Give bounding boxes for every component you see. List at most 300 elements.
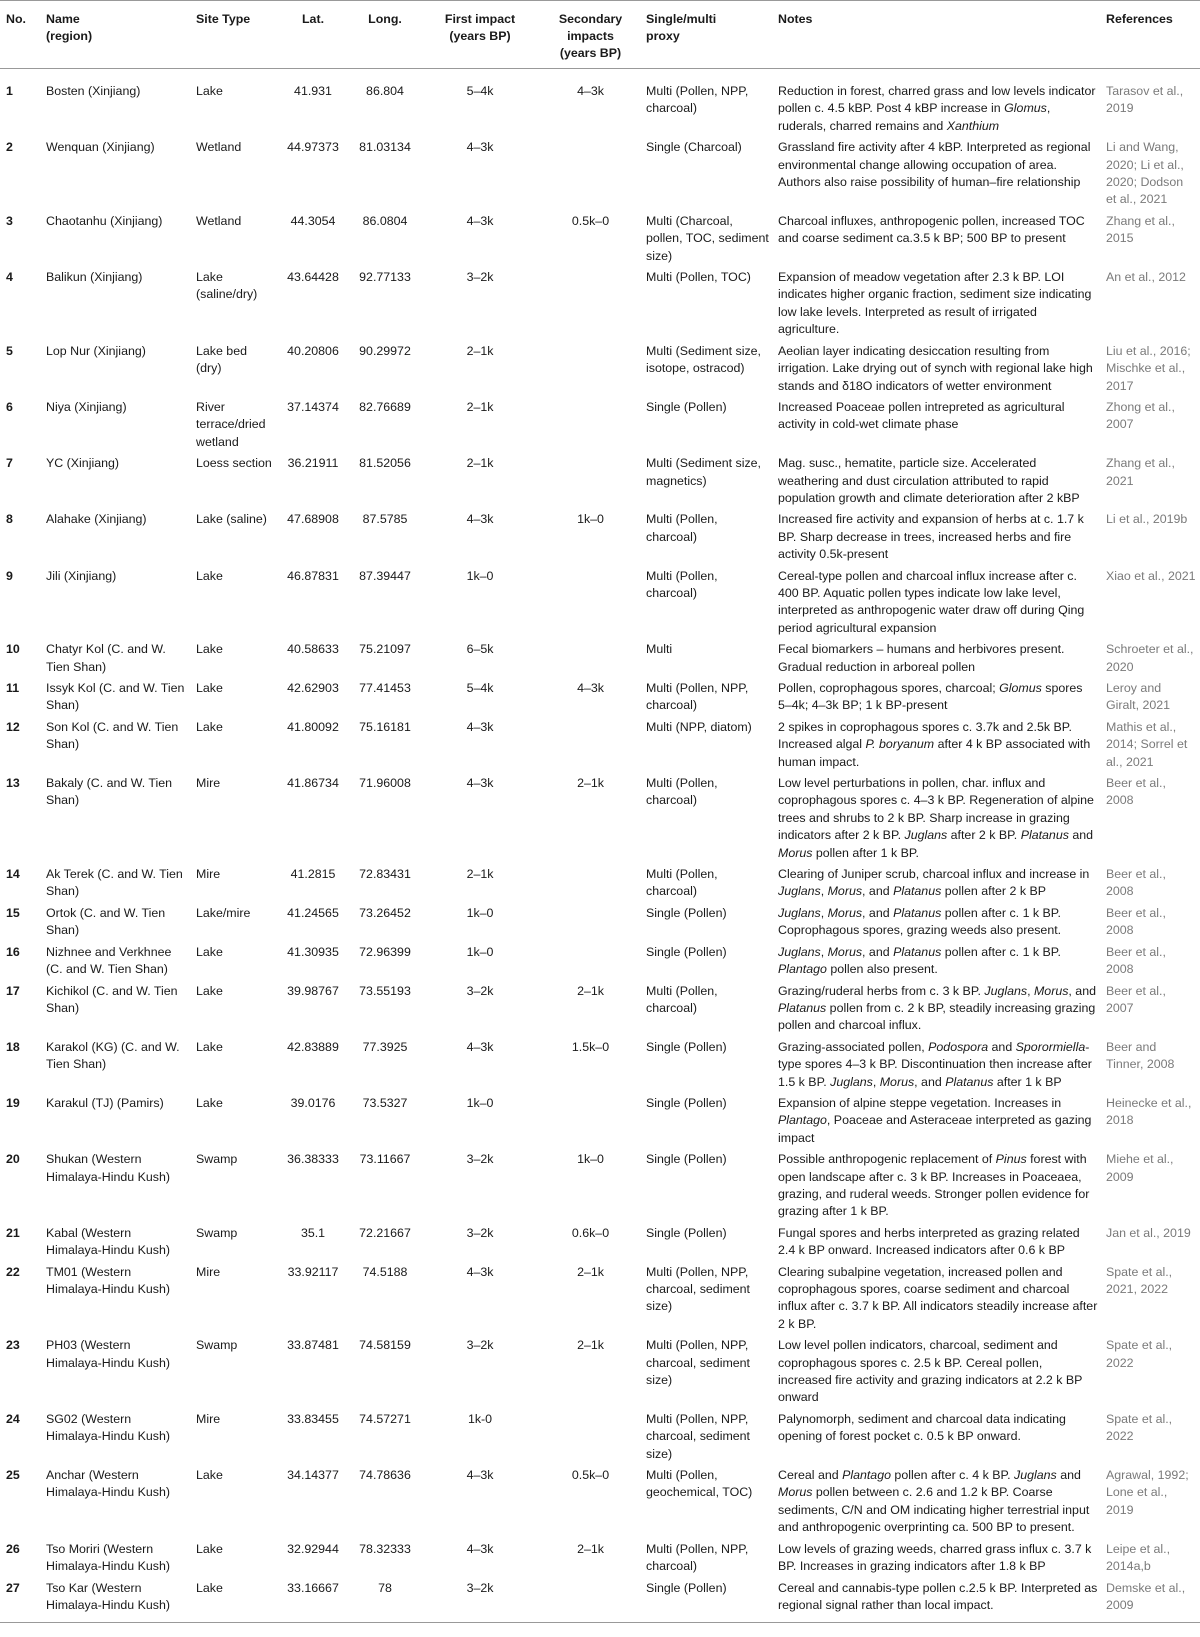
cell-notes: Increased Poaceae pollen intrepreted as agricultural activity in cold-wet climate phase [778,399,1065,432]
cell-long: 81.03134 [359,140,411,155]
cell-reference: Li et al., 2019b [1106,512,1188,527]
cell-reference: Spate et al., 2021, 2022 [1106,1264,1173,1296]
cell-no: 25 [6,1468,20,1483]
header-name: Name (region) [42,1,192,69]
cell-reference: Spate et al., 2022 [1106,1411,1173,1444]
cell-lat: 41.24565 [287,905,339,920]
cell-lat: 44.3054 [290,213,336,228]
cell-proxy: Multi (Charcoal, pollen, TOC, sediment size) [646,213,769,263]
table-row [0,211,1200,267]
cell-notes: Grazing-associated pollen, Podospora and Sporormiella-type spores 4–3 k BP. Discontinuation then increase after 1.5 k BP. Juglans, Morus, and Platanus after 1 k BP [778,1039,1092,1089]
cell-long: 77.41453 [359,681,411,695]
cell-notes: Cereal-type pollen and charcoal influx increase after c. 400 BP. Aquatic pollen types indicate low lake level, interpreted as anthropogenic water draw off during Qing period agricultural expansion [778,568,1085,635]
cell-notes: Grassland fire activity after 4 kBP. Interpreted as regional environmental change allowing occupation of area. Authors also raise possibility of human–fire relationship [778,140,1091,190]
cell-site-type: Lake [196,681,223,695]
cell-secondary-impacts [539,453,642,509]
table-row [0,267,1200,341]
cell-secondary-impacts: 2–1k [577,983,604,998]
header-notes: Notes [774,1,1102,69]
cell-name: Tso Moriri (Western Himalaya-Hindu Kush) [46,1541,170,1574]
cell-no: 14 [6,867,20,882]
cell-name: Nizhnee and Verkhnee (C. and W. Tien Shan) [46,944,172,977]
cell-first-impact: 1k-0 [467,1411,493,1426]
cell-proxy: Multi (Sediment size, magnetics) [646,456,761,488]
header-lat: Lat. [277,1,349,69]
cell-secondary-impacts [539,942,642,981]
cell-no: 13 [6,776,20,791]
cell-lat: 41.80092 [287,719,339,734]
table-row [0,397,1200,453]
cell-lat: 33.83455 [287,1411,339,1426]
cell-lat: 33.16667 [277,1578,349,1623]
cell-notes: Fecal biomarkers – humans and herbivores present. Gradual reduction in arboreal pollen [778,642,1065,674]
cell-name: Shukan (Western Himalaya-Hindu Kush) [46,1152,170,1184]
cell-site-type: Swamp [196,1152,238,1167]
cell-no: 5 [6,343,13,358]
table-row [0,639,1200,678]
cell-name: Son Kol (C. and W. Tien Shan) [46,719,179,752]
header-site-type: Site Type [192,1,277,69]
cell-no: 4 [6,270,13,285]
cell-no: 17 [6,983,20,998]
table-row [0,1093,1200,1149]
cell-secondary-impacts [539,639,642,678]
cell-first-impact: 4–3k [466,1468,494,1483]
cell-first-impact: 4–3k [466,1264,494,1279]
cell-secondary-impacts: 4–3k [577,84,604,98]
cell-notes: Low levels of grazing weeds, charred grass influx c. 3.7 k BP. Increases in grazing indicators after 1.8 k BP [778,1541,1092,1574]
header-proxy: Single/multi proxy [642,1,774,69]
cell-reference: Schroeter et al., 2020 [1106,642,1194,674]
table-row [0,1262,1200,1336]
cell-reference: An et al., 2012 [1106,270,1186,285]
cell-proxy: Multi (Pollen, NPP, charcoal) [646,1541,749,1574]
cell-long: 75.16181 [359,719,411,734]
cell-no: 2 [6,140,13,155]
cell-reference: Tarasov et al., 2019 [1106,84,1184,116]
table-row [0,773,1200,864]
cell-secondary-impacts: 1k–0 [577,1152,604,1167]
cell-secondary-impacts: 0.6k–0 [571,1225,610,1240]
cell-first-impact: 3–2k [466,1338,494,1353]
cell-no: 21 [6,1225,20,1240]
cell-proxy: Multi (Pollen, NPP, charcoal, sediment size) [646,1264,750,1314]
cell-name: Tso Kar (Western Himalaya-Hindu Kush) [42,1578,192,1623]
cell-long: 72.96399 [359,944,411,959]
cell-no: 8 [6,512,13,527]
cell-secondary-impacts [539,717,642,773]
cell-reference: Zhong et al., 2007 [1106,399,1175,432]
cell-reference: Agrawal, 1992; Lone et al., 2019 [1106,1468,1189,1517]
table-row [0,453,1200,509]
cell-long: 73.5327 [362,1095,408,1110]
cell-no: 15 [6,905,20,920]
cell-proxy: Multi (Pollen, charcoal) [646,867,718,899]
cell-lat: 41.2815 [290,867,336,882]
cell-site-type: Lake/mire [196,905,251,920]
cell-lat: 32.92944 [287,1541,339,1556]
cell-first-impact: 4–3k [466,1039,494,1054]
cell-no: 6 [6,399,13,414]
cell-no: 7 [6,456,13,471]
cell-proxy: Multi (Pollen, NPP, charcoal, sediment size) [646,1338,750,1388]
cell-notes: Pollen, coprophagous spores, charcoal; Glomus spores 5–4k; 4–3k BP; 1 k BP-present [778,681,1083,713]
cell-proxy: Multi (Pollen, charcoal) [646,776,718,808]
table-row [0,1578,1200,1623]
cell-long: 74.58159 [359,1338,411,1353]
cell-notes: Clearing of Juniper scrub, charcoal influx and increase in Juglans, Morus, and Platanus pollen after 2 k BP [778,867,1090,899]
cell-secondary-impacts [539,864,642,903]
cell-secondary-impacts: 0.5k–0 [571,213,610,228]
cell-no: 12 [6,719,20,734]
cell-site-type: Mire [196,867,221,882]
cell-first-impact: 1k–0 [466,905,494,920]
cell-proxy: Multi (Pollen, charcoal) [646,568,718,600]
cell-site-type: Lake (saline) [196,512,267,527]
cell-site-type: Lake [196,1039,223,1054]
cell-proxy: Multi (Pollen, charcoal) [646,512,718,544]
cell-first-impact: 4–3k [466,1541,494,1556]
cell-long: 75.21097 [359,642,411,657]
cell-secondary-impacts [539,341,642,397]
cell-long: 81.52056 [359,456,411,471]
header-secondary-impacts: Secondary impacts (years BP) [539,1,642,69]
cell-proxy: Multi [646,642,673,657]
cell-no: 3 [6,213,13,228]
cell-notes: Low level pollen indicators, charcoal, sediment and coprophagous spores c. 2.5 k BP. Cereal pollen, increased fire activity and grazing indicators at 2.2 k BP onward [778,1338,1083,1405]
cell-site-type: Lake [196,944,223,959]
cell-long: 74.5188 [362,1264,408,1279]
cell-secondary-impacts: 2–1k [577,1338,604,1353]
cell-notes: Low level perturbations in pollen, char. influx and coprophagous spores c. 4–3 k BP. Regeneration of alpine trees and shrubs to 2 k BP. Sharp increase in grazing indicators after 2 k BP. Juglans after 2 k BP. Platanus and Morus pollen after 1 k BP. [778,776,1094,860]
cell-first-impact: 5–4k [466,84,494,98]
cell-notes: Increased fire activity and expansion of herbs at c. 1.7 k BP. Sharp decrease in trees, increased herbs and fire activity 0.5k-present [778,512,1084,562]
table-row [0,69,1200,138]
cell-name: Issyk Kol (C. and W. Tien Shan) [46,681,185,713]
table-row [0,864,1200,903]
cell-reference: Xiao et al., 2021 [1106,568,1196,583]
cell-lat: 34.14377 [287,1468,339,1483]
cell-site-type: Swamp [196,1338,238,1353]
cell-proxy: Multi (Sediment size, isotope, ostracod) [646,343,761,376]
cell-lat: 44.97373 [287,140,339,155]
header-no: No. [0,1,42,69]
cell-no: 26 [6,1541,20,1556]
cell-no: 1 [6,84,13,98]
table-row [0,717,1200,773]
cell-long: 74.78636 [359,1468,411,1483]
cell-name: YC (Xinjiang) [46,456,119,471]
cell-secondary-impacts [539,1578,642,1623]
cell-site-type: Swamp [196,1225,238,1240]
cell-no: 24 [6,1411,20,1426]
cell-site-type: Lake [196,1095,223,1110]
cell-reference: Li and Wang, 2020; Li et al., 2020; Dodson et al., 2021 [1106,140,1184,207]
cell-long: 73.55193 [359,983,411,998]
cell-first-impact: 3–2k [421,1578,539,1623]
cell-long: 74.57271 [359,1411,411,1426]
cell-first-impact: 2–1k [466,399,494,414]
cell-lat: 41.931 [294,84,332,98]
cell-name: SG02 (Western Himalaya-Hindu Kush) [46,1411,170,1444]
cell-first-impact: 2–1k [466,867,494,882]
cell-long: 86.0804 [362,213,408,228]
cell-lat: 33.87481 [287,1338,339,1353]
table-row [0,1223,1200,1262]
cell-name: Alahake (Xinjiang) [46,512,147,527]
cell-proxy: Single (Pollen) [646,944,727,959]
cell-proxy: Single (Pollen) [646,1225,727,1240]
cell-name: Bosten (Xinjiang) [46,84,141,98]
cell-reference: Liu et al., 2016; Mischke et al., 2017 [1106,343,1191,393]
cell-long: 87.39447 [359,568,411,583]
cell-lat: 41.30935 [287,944,339,959]
cell-site-type: Lake [196,983,223,998]
cell-site-type: Lake [196,84,223,98]
cell-reference: Zhang et al., 2021 [1106,456,1175,488]
cell-reference: Beer et al., 2008 [1106,776,1166,808]
cell-first-impact: 3–2k [466,270,494,285]
cell-notes: Cereal and cannabis-type pollen c.2.5 k BP. Interpreted as regional signal rather than local impact. [774,1578,1102,1623]
cell-first-impact: 3–2k [466,983,494,998]
table-row [0,341,1200,397]
cell-secondary-impacts [539,1409,642,1465]
cell-proxy: Single (Pollen) [646,1095,727,1110]
cell-name: Chatyr Kol (C. and W. Tien Shan) [46,642,166,674]
cell-site-type: Lake [192,1578,277,1623]
cell-name: PH03 (Western Himalaya-Hindu Kush) [46,1338,170,1370]
table-row [0,1409,1200,1465]
cell-name: Lop Nur (Xinjiang) [46,343,146,358]
cell-first-impact: 4–3k [466,512,494,527]
cell-reference: Beer et al., 2008 [1106,905,1166,938]
cell-name: Balikun (Xinjiang) [46,270,143,285]
cell-name: Anchar (Western Himalaya-Hindu Kush) [46,1468,170,1500]
cell-secondary-impacts: 0.5k–0 [571,1468,610,1483]
cell-reference: Demske et al., 2009 [1102,1578,1200,1623]
cell-notes: 2 spikes in coprophagous spores c. 3.7k and 2.5k BP. Increased algal P. boryanum after 4 k BP associated with human impact. [778,719,1091,769]
cell-proxy: Multi (Pollen, NPP, charcoal) [646,681,749,713]
cell-notes: Expansion of alpine steppe vegetation. Increases in Plantago, Poaceae and Asteraceae interpreted as gazing impact [778,1095,1092,1145]
cell-site-type: Lake [196,642,223,657]
cell-name: Kichikol (C. and W. Tien Shan) [46,983,178,1015]
table-row [0,942,1200,981]
cell-site-type: River terrace/dried wetland [196,399,266,449]
cell-first-impact: 4–3k [466,719,494,734]
cell-notes: Possible anthropogenic replacement of Pinus forest with open landscape after c. 3 k BP. Increases in Poaceaea, grazing, and ruderal weeds. Stronger pollen evidence for grazing after 1 k BP. [778,1152,1090,1219]
cell-lat: 39.0176 [290,1095,336,1110]
cell-first-impact: 3–2k [466,1152,494,1167]
cell-reference: Leroy and Giralt, 2021 [1106,681,1171,713]
cell-no: 16 [6,944,20,959]
cell-proxy: Multi (Pollen, charcoal) [646,983,718,1015]
cell-long: 72.83431 [359,867,411,882]
cell-lat: 40.58633 [287,642,339,657]
cell-notes: Charcoal influxes, anthropogenic pollen, increased TOC and coarse sediment ca.3.5 k BP; 500 BP to present [778,213,1085,246]
cell-secondary-impacts [539,1093,642,1149]
table-row [0,137,1200,211]
cell-first-impact: 4–3k [466,213,494,228]
cell-proxy: Single (Pollen) [642,1578,774,1623]
cell-secondary-impacts: 1k–0 [577,512,604,527]
cell-long: 87.5785 [362,512,408,527]
cell-proxy: Multi (Pollen, geochemical, TOC) [646,1468,753,1500]
cell-lat: 46.87831 [287,568,339,583]
header-long: Long. [349,1,421,69]
cell-proxy: Single (Pollen) [646,399,727,414]
table-row [0,509,1200,565]
table-row [0,1149,1200,1223]
cell-lat: 41.86734 [287,776,339,791]
cell-no: 20 [6,1152,20,1167]
cell-reference: Heinecke et al., 2018 [1106,1095,1192,1128]
cell-lat: 36.38333 [287,1152,339,1167]
cell-long: 71.96008 [359,776,411,791]
cell-long: 73.11667 [359,1152,411,1167]
cell-name: Ak Terek (C. and W. Tien Shan) [46,867,183,899]
cell-secondary-impacts [539,566,642,640]
cell-name: Karakul (TJ) (Pamirs) [46,1095,164,1110]
cell-site-type: Mire [196,776,221,791]
cell-no: 22 [6,1264,20,1279]
cell-notes: Grazing/ruderal herbs from c. 3 k BP. Juglans, Morus, and Platanus pollen from c. 2 k BP, steadily increasing grazing pollen and charcoal influx. [778,983,1096,1033]
cell-reference: Spate et al., 2022 [1106,1338,1173,1370]
cell-proxy: Single (Pollen) [646,1152,727,1167]
cell-first-impact: 3–2k [466,1225,494,1240]
cell-first-impact: 2–1k [466,456,494,471]
cell-secondary-impacts: 1.5k–0 [571,1039,610,1054]
cell-name: Jili (Xinjiang) [46,568,117,583]
cell-first-impact: 1k–0 [466,1095,494,1110]
cell-secondary-impacts: 2–1k [577,776,604,791]
header-references: References [1102,1,1200,69]
cell-notes: Juglans, Morus, and Platanus pollen after c. 1 k BP. Plantago pollen also present. [778,944,1061,977]
cell-first-impact: 4–3k [466,776,494,791]
cell-secondary-impacts: 4–3k [577,681,604,695]
table-row [0,903,1200,942]
cell-notes: Reduction in forest, charred grass and low levels indicator pollen c. 4.5 kBP. Post 4 kBP increase in Glomus, ruderals, charred remains and Xanthium [778,84,1096,133]
table-row [0,566,1200,640]
cell-notes: Cereal and Plantago pollen after c. 4 k BP. Juglans and Morus pollen between c. 2.6 and 1.2 k BP. Coarse sediments, C/N and OM indicating higher terrestrial input and anthropogenic overprinting ca. 500 BP to present. [778,1468,1090,1535]
cell-first-impact: 6–5k [466,642,494,657]
cell-site-type: Lake bed (dry) [196,343,247,376]
table-row [0,1037,1200,1093]
cell-long: 73.26452 [359,905,411,920]
cell-proxy: Single (Pollen) [646,905,727,920]
cell-first-impact: 4–3k [466,140,494,155]
cell-proxy: Single (Pollen) [646,1039,727,1054]
cell-long: 72.21667 [359,1225,411,1240]
cell-site-type: Wetland [196,140,242,155]
cell-reference: Beer et al., 2008 [1106,867,1166,899]
cell-no: 27 [0,1578,42,1623]
cell-site-type: Lake [196,719,223,734]
cell-reference: Beer and Tinner, 2008 [1106,1039,1175,1072]
cell-name: Kabal (Western Himalaya-Hindu Kush) [46,1225,170,1258]
table-row [0,981,1200,1037]
cell-site-type: Lake [196,1468,223,1483]
table-header [0,1,1200,69]
cell-long: 90.29972 [359,343,411,358]
cell-name: Wenquan (Xinjiang) [46,140,155,155]
cell-lat: 37.14374 [287,399,339,414]
cell-name: Karakol (KG) (C. and W. Tien Shan) [46,1039,180,1072]
cell-site-type: Loess section [196,456,272,471]
cell-long: 78 [349,1578,421,1623]
cell-name: Bakaly (C. and W. Tien Shan) [46,776,173,808]
cell-first-impact: 1k–0 [466,568,494,583]
cell-no: 19 [6,1095,20,1110]
cell-site-type: Mire [196,1411,221,1426]
cell-reference: Beer et al., 2008 [1106,944,1166,977]
cell-name: Chaotanhu (Xinjiang) [46,213,163,228]
table-row [0,1539,1200,1578]
cell-lat: 40.20806 [287,343,339,358]
cell-lat: 42.62903 [287,681,339,695]
cell-reference: Leipe et al., 2014a,b [1106,1541,1171,1574]
cell-lat: 35.1 [300,1225,326,1240]
table-row [0,1465,1200,1539]
cell-no: 23 [6,1338,20,1353]
cell-no: 10 [6,642,20,657]
cell-first-impact: 5–4k [466,681,494,695]
cell-name: Niya (Xinjiang) [46,399,127,414]
cell-reference: Beer et al., 2007 [1106,983,1166,1015]
cell-lat: 39.98767 [287,983,339,998]
cell-site-type: Wetland [196,213,242,228]
header-first-impact: First impact (years BP) [421,1,539,69]
cell-notes: Fungal spores and herbs interpreted as grazing related 2.4 k BP onward. Increased indicators after 0.6 k BP [778,1225,1080,1258]
cell-name: TM01 (Western Himalaya-Hindu Kush) [46,1264,170,1296]
cell-site-type: Lake [196,1541,223,1556]
cell-secondary-impacts [539,397,642,453]
cell-notes: Clearing subalpine vegetation, increased pollen and coprophagous spores, coarse sediment and charcoal influx after c. 3.7 k BP. All indicators steadily increase after 2 k BP. [778,1264,1098,1331]
cell-reference: Zhang et al., 2015 [1106,213,1175,246]
cell-notes: Juglans, Morus, and Platanus pollen after c. 1 k BP. Coprophagous spores, grazing weeds also present. [778,905,1062,938]
cell-proxy: Single (Charcoal) [646,140,742,155]
cell-long: 86.804 [366,84,404,98]
cell-secondary-impacts: 2–1k [577,1541,604,1556]
cell-proxy: Multi (NPP, diatom) [646,719,752,734]
table-row [0,678,1200,717]
cell-notes: Expansion of meadow vegetation after 2.3 k BP. LOI indicates higher organic fraction, sediment size indicating low lake levels. Interpreted as result of irrigated agriculture. [778,270,1092,337]
cell-name: Ortok (C. and W. Tien Shan) [46,905,166,938]
cell-secondary-impacts: 2–1k [577,1264,604,1279]
cell-long: 92.77133 [359,270,411,285]
cell-lat: 47.68908 [287,512,339,527]
cell-no: 9 [6,568,13,583]
cell-secondary-impacts [539,903,642,942]
cell-proxy: Multi (Pollen, NPP, charcoal) [646,84,749,116]
cell-proxy: Multi (Pollen, TOC) [646,270,751,285]
table-body [0,69,1200,1623]
cell-secondary-impacts [539,267,642,341]
cell-site-type: Lake [196,568,223,583]
cell-long: 78.32333 [359,1541,411,1556]
cell-lat: 36.21911 [287,456,339,471]
cell-no: 18 [6,1039,20,1054]
cell-reference: Mathis et al., 2014; Sorrel et al., 2021 [1106,719,1188,769]
cell-lat: 33.92117 [287,1264,339,1279]
cell-site-type: Lake (saline/dry) [196,270,258,302]
cell-lat: 42.83889 [287,1039,339,1054]
cell-first-impact: 1k–0 [466,944,494,959]
table-row [0,1335,1200,1409]
cell-site-type: Mire [196,1264,221,1279]
cell-reference: Jan et al., 2019 [1106,1225,1191,1240]
cell-long: 82.76689 [359,399,411,414]
cell-notes: Mag. susc., hematite, particle size. Accelerated weathering and dust circulation attributed to rapid population growth and climate deterioration after 2 kBP [778,456,1080,505]
